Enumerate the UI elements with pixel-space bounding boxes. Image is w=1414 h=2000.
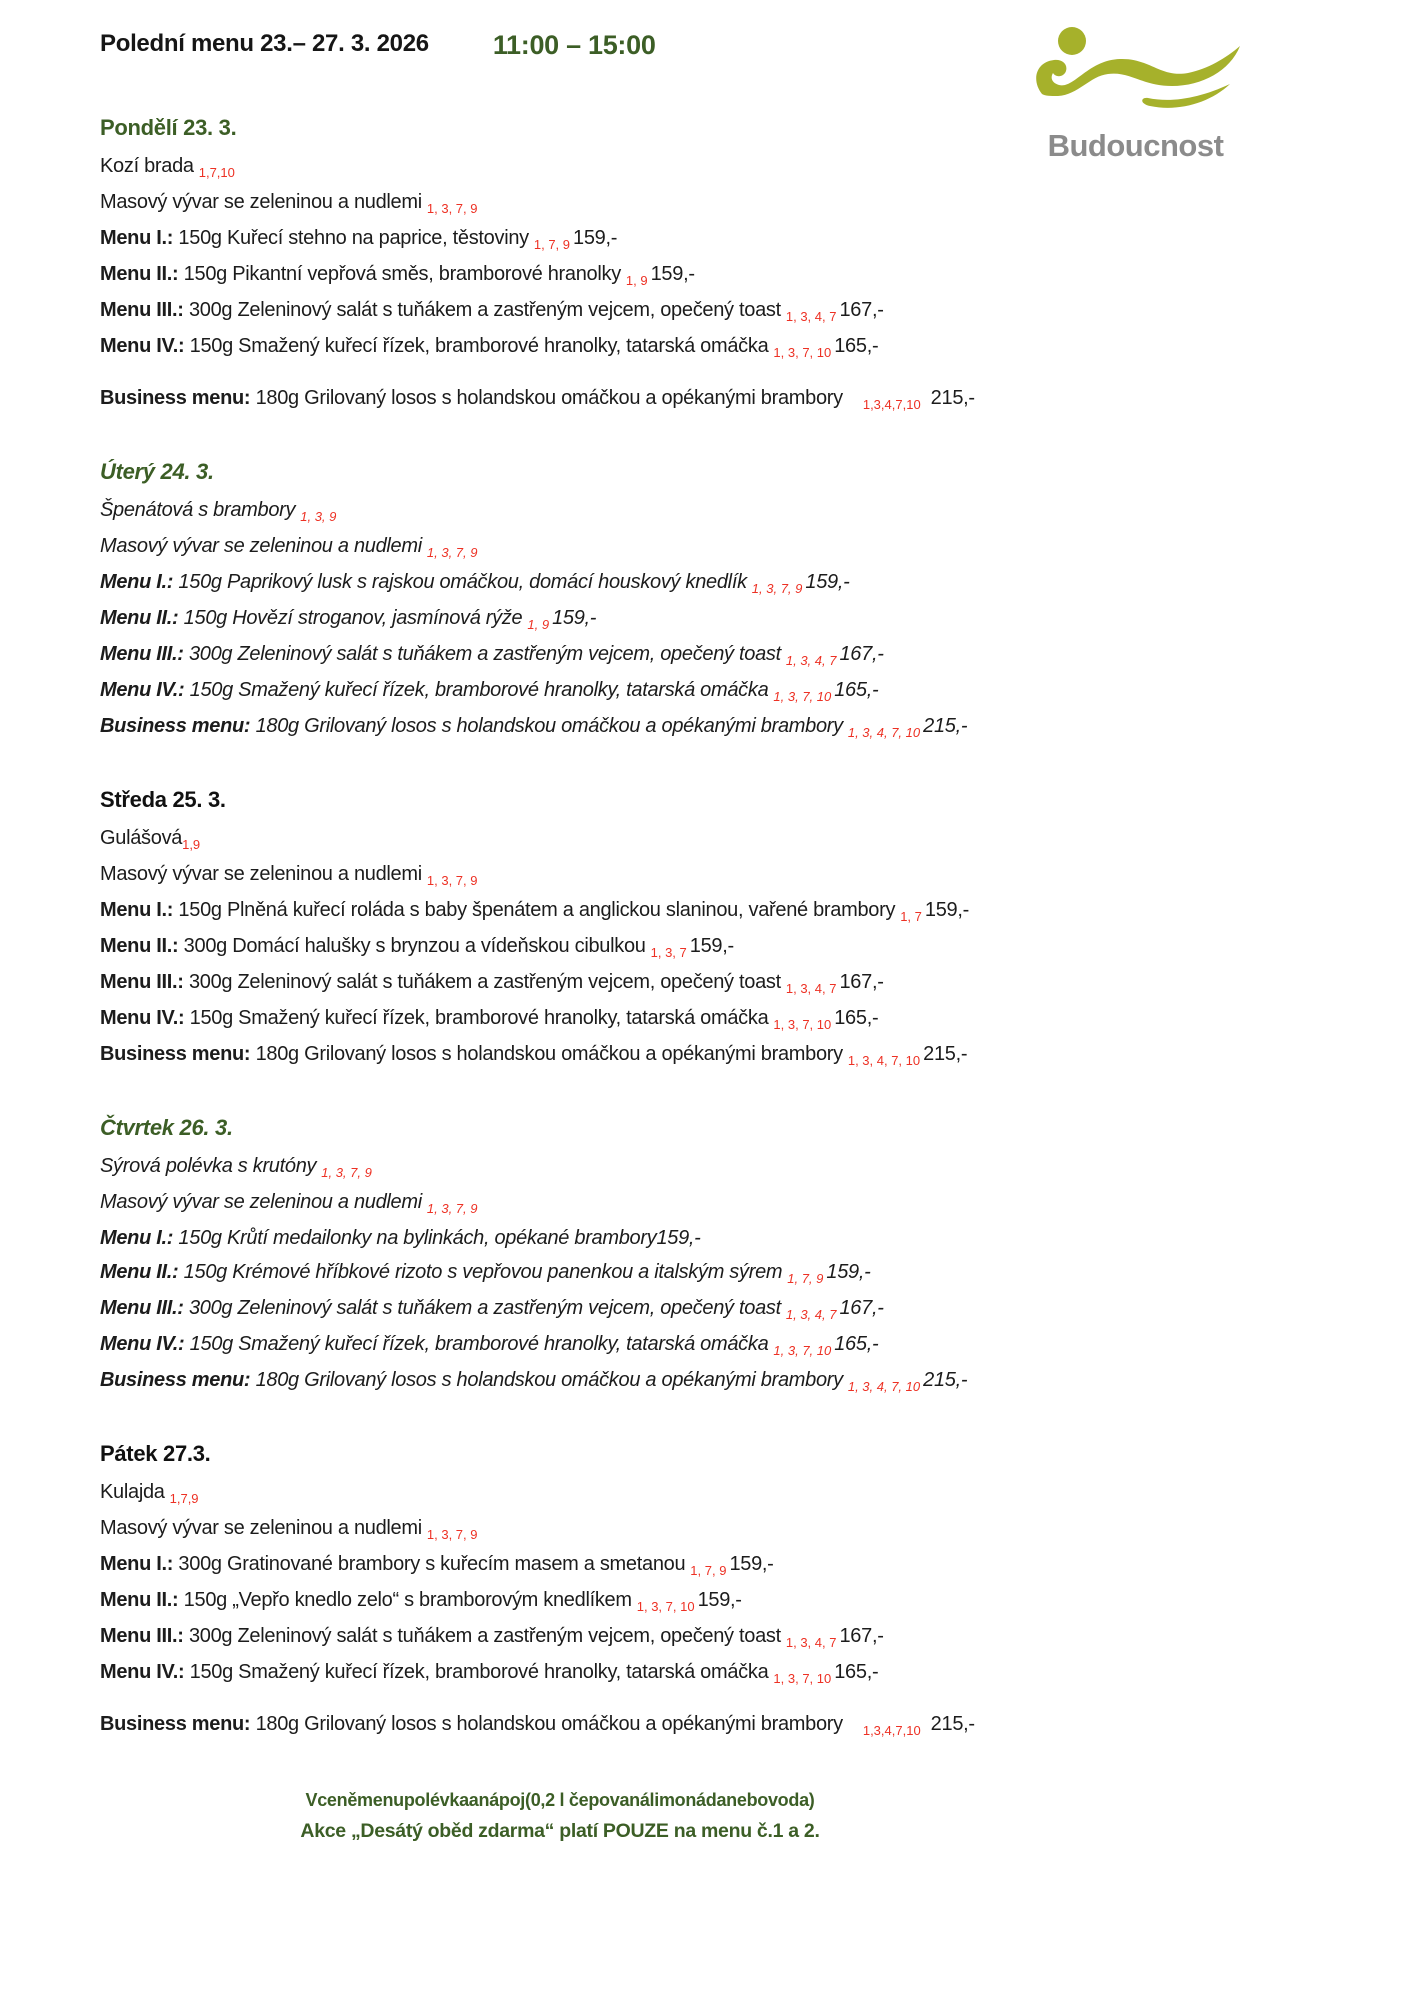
- business-menu-price: 215,-: [930, 387, 975, 409]
- soup-text: Kulajda: [100, 1481, 165, 1503]
- allergen-numbers: 1,3,4,7,10: [862, 397, 921, 412]
- menu-item-price: 159,-: [697, 1589, 742, 1611]
- soup-text: Sýrová polévka s krutóny: [100, 1155, 317, 1177]
- menu-item-text: 150g Kuřecí stehno na paprice, těstoviny: [178, 227, 529, 249]
- business-menu-label: Business menu:: [100, 715, 251, 737]
- menu-item-price: 165,-: [834, 1661, 879, 1683]
- menu-item-price: 159,-: [656, 1227, 701, 1249]
- restaurant-logo: [1028, 24, 1243, 164]
- menu-item-label: Menu III.:: [100, 299, 184, 321]
- menu-item-label: Menu II.:: [100, 1261, 179, 1283]
- menu-item-label: Menu I.:: [100, 899, 174, 921]
- business-menu-text: 180g Grilovaný losos s holandskou omáčkou a opékanými brambory: [255, 387, 843, 409]
- allergen-numbers: 1, 3, 4, 7, 10: [847, 1053, 921, 1068]
- reclining-figure-icon: [1028, 24, 1243, 126]
- menu-item-text: 300g Zeleninový salát s tuňákem a zastřeným vejcem, opečený toast: [188, 1297, 781, 1319]
- allergen-numbers: 1, 7, 9: [787, 1271, 824, 1286]
- allergen-numbers: 1, 3, 7, 10: [636, 1599, 695, 1614]
- menu-item-label: Menu I.:: [100, 1553, 174, 1575]
- business-menu-text: 180g Grilovaný losos s holandskou omáčkou a opékanými brambory: [255, 1369, 843, 1391]
- menu-item-text: 150g Krémové hříbkové rizoto s vepřovou panenkou a italským sýrem: [183, 1261, 783, 1283]
- soup-text: Masový vývar se zeleninou a nudlemi: [100, 535, 422, 557]
- soup-line: [100, 1149, 1334, 1185]
- allergen-numbers: 1, 3, 7, 9: [426, 873, 478, 888]
- menu-item-price: 165,-: [834, 1333, 879, 1355]
- allergen-numbers: 1, 3, 4, 7, 10: [847, 1379, 921, 1394]
- allergen-numbers: 1, 3, 7, 10: [773, 1017, 832, 1032]
- menu-item-line: [100, 1619, 1334, 1655]
- menu-item-line: [100, 257, 1334, 293]
- menu-item-price: 159,-: [573, 227, 618, 249]
- menu-item-price: 159,-: [650, 263, 695, 285]
- menu-item-price: 165,-: [834, 335, 879, 357]
- soup-line: [100, 1185, 1334, 1221]
- allergen-numbers: 1,9: [182, 837, 201, 852]
- allergen-numbers: 1, 3, 7, 9: [426, 545, 478, 560]
- menu-item-line: [100, 601, 1334, 637]
- business-menu-price: 215,-: [923, 1369, 968, 1391]
- allergen-numbers: 1,7,10: [198, 165, 235, 180]
- menu-item-line: [100, 565, 1334, 601]
- menu-item-label: Menu IV.:: [100, 1007, 185, 1029]
- menu-item-line: [100, 1547, 1334, 1583]
- day-title: Pondělí 23. 3.: [100, 115, 237, 140]
- menu-item-text: 150g Krůtí medailonky na bylinkách, opékané brambory: [178, 1227, 657, 1249]
- menu-item-line: [100, 929, 1334, 965]
- allergen-numbers: 1, 3, 7, 10: [773, 1343, 832, 1358]
- allergen-numbers: 1, 3, 4, 7, 10: [847, 725, 921, 740]
- allergen-numbers: 1, 3, 7, 9: [426, 1527, 478, 1542]
- menu-item-label: Menu IV.:: [100, 679, 185, 701]
- menu-item-price: 167,-: [839, 971, 884, 993]
- allergen-numbers: 1, 9: [527, 617, 550, 632]
- menu-item-text: 150g Smažený kuřecí řízek, bramborové hranolky, tatarská omáčka: [189, 679, 769, 701]
- soup-text: Špenátová s brambory: [100, 499, 296, 521]
- soup-text: Masový vývar se zeleninou a nudlemi: [100, 191, 422, 213]
- allergen-numbers: 1, 7: [900, 909, 922, 924]
- menu-item-label: Menu II.:: [100, 935, 179, 957]
- menu-item-line: [100, 1291, 1334, 1327]
- menu-item-label: Menu II.:: [100, 263, 179, 285]
- menu-item-price: 159,-: [924, 899, 969, 921]
- menu-item-line: [100, 893, 1334, 929]
- menu-item-price: 159,-: [729, 1553, 774, 1575]
- allergen-numbers: 1, 7, 9: [533, 237, 571, 252]
- business-menu-label: Business menu:: [100, 387, 251, 409]
- soup-line: [100, 1475, 1334, 1511]
- menu-item-label: Menu I.:: [100, 227, 174, 249]
- menu-item-price: 167,-: [839, 299, 884, 321]
- menu-item-line: [100, 293, 1334, 329]
- menu-item-label: Menu III.:: [100, 643, 184, 665]
- menu-item-text: 300g Zeleninový salát s tuňákem a zastřeným vejcem, opečený toast: [188, 643, 781, 665]
- opening-hours: 11:00 – 15:00: [492, 30, 656, 60]
- day-title: Čtvrtek 26. 3.: [100, 1115, 233, 1140]
- business-menu-price: 215,-: [923, 1043, 968, 1065]
- menu-item-line: [100, 329, 1334, 365]
- soup-line: [100, 857, 1334, 893]
- menu-item-text: 300g Zeleninový salát s tuňákem a zastřeným vejcem, opečený toast: [188, 971, 781, 993]
- allergen-numbers: 1, 3, 9: [300, 509, 337, 524]
- menu-item-label: Menu IV.:: [100, 335, 185, 357]
- menu-item-price: 165,-: [834, 1007, 879, 1029]
- allergen-numbers: 1, 3, 7: [650, 945, 687, 960]
- menu-item-label: Menu IV.:: [100, 1661, 185, 1683]
- soup-text: Masový vývar se zeleninou a nudlemi: [100, 863, 422, 885]
- footer-note-promo: Akce „Desátý oběd zdarma“ platí POUZE na menu č.1 a 2.: [300, 1820, 820, 1842]
- menu-item-line: [100, 1655, 1334, 1691]
- business-menu-line: [100, 1363, 1334, 1399]
- menu-item-line: [100, 637, 1334, 673]
- menu-item-price: 159,-: [689, 935, 734, 957]
- allergen-numbers: 1, 3, 7, 9: [426, 1201, 478, 1216]
- allergen-numbers: 1,7,9: [169, 1491, 199, 1506]
- allergen-numbers: 1, 9: [625, 273, 648, 288]
- menu-item-text: 300g Gratinované brambory s kuřecím masem a smetanou: [178, 1553, 686, 1575]
- menu-item-line: [100, 1583, 1334, 1619]
- menu-item-text: 150g Smažený kuřecí řízek, bramborové hranolky, tatarská omáčka: [189, 1661, 769, 1683]
- menu-item-line: [100, 965, 1334, 1001]
- menu-item-price: 165,-: [834, 679, 879, 701]
- soup-line: [100, 185, 1334, 221]
- menu-item-price: 159,-: [552, 607, 597, 629]
- soup-text: Gulášová: [100, 827, 183, 849]
- menu-item-line: [100, 1327, 1334, 1363]
- allergen-numbers: 1, 3, 7, 10: [773, 345, 832, 360]
- allergen-numbers: 1, 3, 4, 7: [785, 1307, 837, 1322]
- allergen-numbers: 1, 3, 4, 7: [785, 981, 837, 996]
- business-menu-line: [100, 1037, 1334, 1073]
- menu-item-label: Menu I.:: [100, 1227, 174, 1249]
- menu-item-line: [100, 1255, 1334, 1291]
- day-title: Úterý 24. 3.: [100, 459, 214, 484]
- allergen-numbers: 1, 7, 9: [690, 1563, 727, 1578]
- menu-item-line: [100, 673, 1334, 709]
- soup-line: [100, 529, 1334, 565]
- day-section: [100, 1441, 1334, 1743]
- menu-item-text: 150g Paprikový lusk s rajskou omáčkou, domácí houskový knedlík: [178, 571, 747, 593]
- menu-item-line: [100, 1221, 1334, 1255]
- business-menu-price: 215,-: [930, 1713, 975, 1735]
- menu-days: [100, 115, 1334, 1743]
- menu-item-label: Menu III.:: [100, 971, 184, 993]
- business-menu-text: 180g Grilovaný losos s holandskou omáčkou a opékanými brambory: [255, 1043, 843, 1065]
- menu-item-label: Menu II.:: [100, 607, 179, 629]
- page-footer: [100, 1785, 1020, 1847]
- menu-item-text: 150g „Vepřo knedlo zelo“ s bramborovým knedlíkem: [183, 1589, 632, 1611]
- soup-text: Masový vývar se zeleninou a nudlemi: [100, 1191, 422, 1213]
- menu-item-label: Menu III.:: [100, 1625, 184, 1647]
- allergen-numbers: 1, 3, 7, 10: [773, 689, 832, 704]
- menu-item-text: 150g Smažený kuřecí řízek, bramborové hranolky, tatarská omáčka: [189, 1007, 769, 1029]
- menu-item-label: Menu I.:: [100, 571, 174, 593]
- day-section: [100, 459, 1334, 745]
- soup-text: Kozí brada: [100, 155, 194, 177]
- business-menu-label: Business menu:: [100, 1713, 251, 1735]
- day-title: Středa 25. 3.: [100, 787, 226, 812]
- page-title: Polední menu 23.– 27. 3. 2026: [100, 30, 429, 57]
- menu-item-price: 159,-: [805, 571, 850, 593]
- business-menu-price: 215,-: [923, 715, 968, 737]
- footer-note-drink: Vceněmenupolévkaanápoj(0,2 l čepovanálimonádanebovoda): [305, 1790, 815, 1810]
- menu-item-label: Menu II.:: [100, 1589, 179, 1611]
- soup-line: [100, 1511, 1334, 1547]
- day-title: Pátek 27.3.: [100, 1441, 211, 1466]
- day-section: [100, 787, 1334, 1073]
- menu-item-price: 167,-: [839, 643, 884, 665]
- business-menu-line: [100, 1707, 1334, 1743]
- menu-item-text: 150g Hovězí stroganov, jasmínová rýže: [183, 607, 523, 629]
- logo-wordmark: Budoucnost: [1047, 128, 1224, 163]
- menu-item-text: 300g Domácí halušky s brynzou a vídeňskou cibulkou: [183, 935, 646, 957]
- menu-item-label: Menu IV.:: [100, 1333, 185, 1355]
- menu-item-price: 167,-: [839, 1297, 884, 1319]
- menu-item-line: [100, 221, 1334, 257]
- allergen-numbers: 1, 3, 7, 10: [773, 1671, 832, 1686]
- menu-item-label: Menu III.:: [100, 1297, 184, 1319]
- business-menu-line: [100, 709, 1334, 745]
- allergen-numbers: 1, 3, 4, 7: [785, 653, 837, 668]
- business-menu-line: [100, 381, 1334, 417]
- allergen-numbers: 1, 3, 4, 7: [785, 309, 837, 324]
- allergen-numbers: 1,3,4,7,10: [862, 1723, 921, 1738]
- allergen-numbers: 1, 3, 7, 9: [751, 581, 803, 596]
- menu-item-line: [100, 1001, 1334, 1037]
- business-menu-label: Business menu:: [100, 1369, 251, 1391]
- soup-line: [100, 493, 1334, 529]
- business-menu-text: 180g Grilovaný losos s holandskou omáčkou a opékanými brambory: [255, 715, 843, 737]
- menu-item-text: 150g Plněná kuřecí roláda s baby špenátem a anglickou slaninou, vařené brambory: [178, 899, 896, 921]
- soup-line: [100, 821, 1334, 857]
- menu-item-text: 300g Zeleninový salát s tuňákem a zastřeným vejcem, opečený toast: [188, 1625, 781, 1647]
- business-menu-text: 180g Grilovaný losos s holandskou omáčkou a opékanými brambory: [255, 1713, 843, 1735]
- allergen-numbers: 1, 3, 7, 9: [426, 201, 478, 216]
- menu-item-text: 150g Smažený kuřecí řízek, bramborové hranolky, tatarská omáčka: [189, 1333, 769, 1355]
- allergen-numbers: 1, 3, 4, 7: [785, 1635, 837, 1650]
- menu-item-text: 150g Pikantní vepřová směs, bramborové hranolky: [183, 263, 621, 285]
- menu-item-text: 150g Smažený kuřecí řízek, bramborové hranolky, tatarská omáčka: [189, 335, 769, 357]
- menu-item-price: 159,-: [826, 1261, 871, 1283]
- allergen-numbers: 1, 3, 7, 9: [321, 1165, 372, 1180]
- soup-text: Masový vývar se zeleninou a nudlemi: [100, 1517, 422, 1539]
- day-section: [100, 1115, 1334, 1399]
- menu-item-text: 300g Zeleninový salát s tuňákem a zastřeným vejcem, opečený toast: [188, 299, 781, 321]
- business-menu-label: Business menu:: [100, 1043, 251, 1065]
- menu-item-price: 167,-: [839, 1625, 884, 1647]
